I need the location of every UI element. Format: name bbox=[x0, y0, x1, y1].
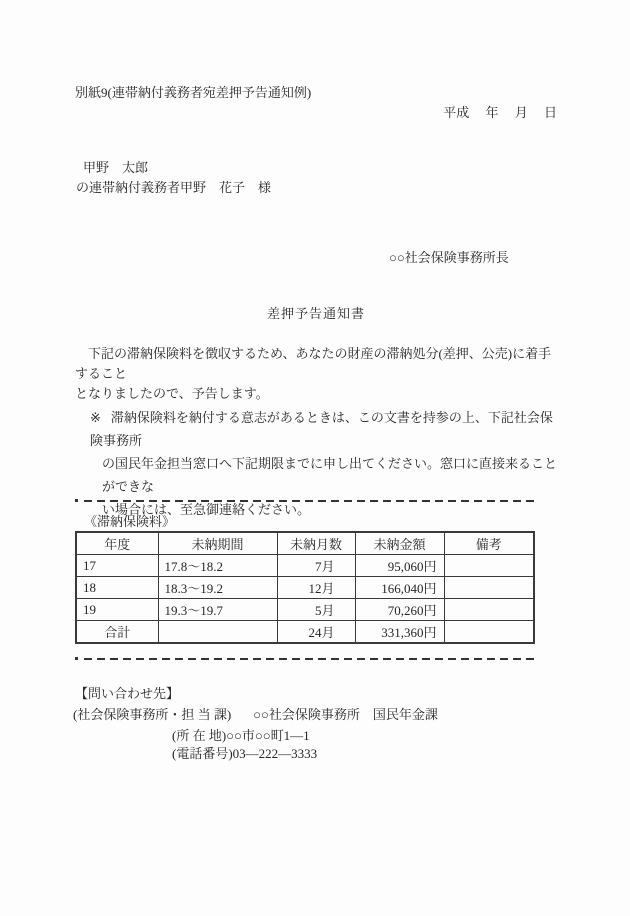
divider-dashes bbox=[84, 658, 537, 660]
table-cell-year: 18 bbox=[76, 577, 158, 599]
note-line-text: 滞納保険料を納付する意志があるときは、この文書を持参の上、下記社会保険事務所 bbox=[90, 410, 553, 448]
table-cell-remarks bbox=[444, 599, 534, 621]
addressee-relation: の連帯納付義務者甲野 花子 様 bbox=[76, 180, 272, 195]
contact-phone: (電話番号)03—222—3333 bbox=[172, 746, 318, 761]
table-header-cell: 未納期間 bbox=[158, 532, 277, 555]
divider-dot bbox=[75, 657, 78, 660]
table-total-row bbox=[76, 621, 534, 644]
attachment-label: 別紙9(連帯納付義務者宛差押予告通知例) bbox=[75, 85, 312, 100]
table-header-cell: 備考 bbox=[444, 532, 534, 555]
date-line: 平成 年 月 日 bbox=[443, 105, 557, 120]
table-cell-period bbox=[158, 621, 277, 644]
contact-office-line bbox=[73, 704, 438, 723]
table-header-cell: 年度 bbox=[76, 532, 158, 555]
table-cell-period: 17.8〜18.2 bbox=[158, 555, 277, 577]
table-cell-remarks bbox=[444, 577, 534, 599]
table-cell-amount: 331,360円 bbox=[355, 621, 444, 644]
table-row bbox=[76, 599, 534, 621]
contact-office-label: (社会保険事務所・担 当 課) bbox=[73, 707, 232, 722]
divider-dashes bbox=[84, 500, 537, 502]
table-cell-total-label: 合計 bbox=[76, 621, 158, 644]
note-line bbox=[90, 406, 560, 452]
contact-office-value: ○○社会保険事務所 国民年金課 bbox=[253, 707, 438, 722]
notice-note bbox=[90, 406, 560, 521]
table-cell-months: 5月 bbox=[277, 599, 355, 621]
dashed-divider-bottom bbox=[75, 657, 537, 660]
table-cell-amount: 70,260円 bbox=[355, 599, 444, 621]
contact-heading: 【問い合わせ先】 bbox=[75, 686, 180, 701]
dashed-divider-top bbox=[75, 499, 537, 502]
body-line: 下記の滞納保険料を徴収するため、あなたの財産の滞納処分(差押、公売)に着手すること bbox=[75, 346, 552, 381]
table-header-row bbox=[76, 532, 534, 555]
table-cell-period: 18.3〜19.2 bbox=[158, 577, 277, 599]
divider-dot bbox=[75, 499, 78, 502]
note-marker: ※ bbox=[90, 410, 101, 425]
body-paragraph bbox=[75, 344, 561, 404]
table-caption: 《滞納保険料》 bbox=[84, 514, 176, 529]
table-cell-remarks bbox=[444, 555, 534, 577]
table-row bbox=[76, 577, 534, 599]
table-row bbox=[76, 555, 534, 577]
table-cell-year: 19 bbox=[76, 599, 158, 621]
body-line: となりましたので、予告します。 bbox=[75, 386, 269, 401]
table-cell-months: 12月 bbox=[277, 577, 355, 599]
arrears-table-grid bbox=[75, 531, 535, 644]
table-cell-amount: 166,040円 bbox=[355, 577, 444, 599]
note-line: い場合には、至急御連絡ください。 bbox=[102, 502, 311, 517]
table-header-cell: 未納月数 bbox=[277, 532, 355, 555]
addressee-name: 甲野 太郎 bbox=[83, 160, 149, 175]
sender-title: ○○社会保険事務所長 bbox=[389, 250, 509, 265]
document-title: 差押予告通知書 bbox=[266, 306, 365, 321]
note-line: の国民年金担当窓口へ下記期限までに申し出てください。窓口に直接来ることができな bbox=[102, 456, 558, 494]
table-cell-remarks bbox=[444, 621, 534, 644]
table-cell-year: 17 bbox=[76, 555, 158, 577]
contact-address: (所 在 地)○○市○○町1—1 bbox=[172, 728, 310, 743]
table-header-cell: 未納金額 bbox=[355, 532, 444, 555]
table-cell-amount: 95,060円 bbox=[355, 555, 444, 577]
table-cell-period: 19.3〜19.7 bbox=[158, 599, 277, 621]
table-cell-months: 24月 bbox=[277, 621, 355, 644]
arrears-table bbox=[75, 531, 535, 644]
table-cell-months: 7月 bbox=[277, 555, 355, 577]
